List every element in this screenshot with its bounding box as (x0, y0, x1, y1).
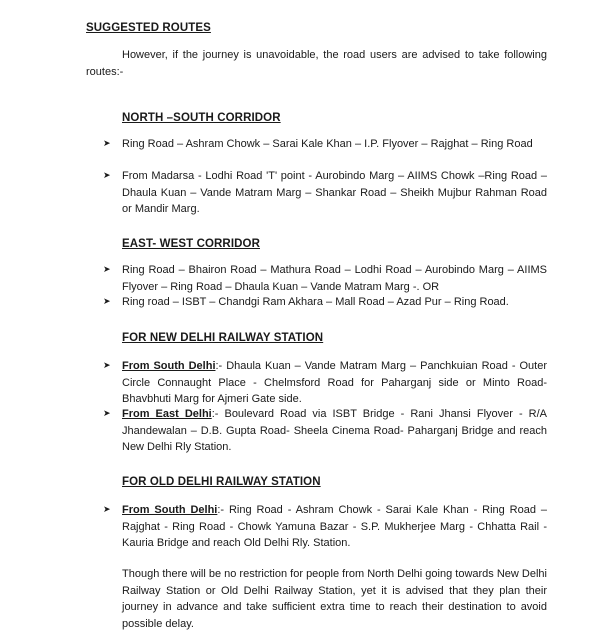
route-item (122, 502, 547, 552)
route-item (122, 136, 547, 153)
intro-paragraph: However, if the journey is unavoidable, the road users are advised to take following routes:- (86, 49, 547, 78)
bullet-icon: ➤ (103, 139, 111, 149)
route-lead: From East Delhi (122, 408, 212, 420)
route-item (122, 358, 547, 408)
route-text: :- Ring Road - Ashram Chowk - Sarai Kale Khan - Ring Road – Rajghat - Ring Road - Chowk Yamuna Bazar - S.P. Mukherjee Marg - Chhatta Rail - Kauria Bridge and reach Old Delhi Rly. Station. (122, 504, 547, 549)
route-text: Ring Road – Ashram Chowk – Sarai Kale Khan – I.P. Flyover – Rajghat – Ring Road (122, 138, 533, 150)
bullet-icon: ➤ (103, 171, 111, 181)
section-heading-old-delhi-station: FOR OLD DELHI RAILWAY STATION (122, 476, 321, 488)
section-heading-east-west: EAST- WEST CORRIDOR (122, 238, 260, 250)
bullet-icon: ➤ (103, 361, 111, 371)
page-title: SUGGESTED ROUTES (86, 22, 211, 34)
route-lead: From South Delhi (122, 360, 216, 372)
route-item (122, 168, 547, 218)
route-text: From Madarsa - Lodhi Road 'T' point - Aurobindo Marg – AIIMS Chowk –Ring Road – Dhaula Kuan – Vande Matram Marg – Shankar Road – Sheikh Mujbur Rahman Road or Mandir Marg. (122, 170, 547, 215)
bullet-icon: ➤ (103, 265, 111, 275)
bullet-icon: ➤ (103, 409, 111, 419)
route-item (122, 406, 547, 456)
closing-paragraph: Though there will be no restriction for people from North Delhi going towards New Delhi Railway Station or Old Delhi Railway Station, yet it is advised that they plan their journey in advance and take sufficient extra time to reach their destination to avoid possible delay. (122, 568, 547, 630)
route-item (122, 262, 547, 295)
section-heading-new-delhi-station: FOR NEW DELHI RAILWAY STATION (122, 332, 324, 344)
section-heading-north-south: NORTH –SOUTH CORRIDOR (122, 112, 281, 124)
route-text: Ring Road – Bhairon Road – Mathura Road – Lodhi Road – Aurobindo Marg – AIIMS Flyover – Ring Road – Dhaula Kuan – Vande Matram Marg -. OR (122, 264, 547, 293)
bullet-icon: ➤ (103, 297, 111, 307)
route-text: Ring road – ISBT – Chandgi Ram Akhara – Mall Road – Azad Pur – Ring Road. (122, 296, 509, 308)
route-text: :- Boulevard Road via ISBT Bridge - Rani Jhansi Flyover - R/A Jhandewalan – D.B. Gupta Road- Sheela Cinema Road- Paharganj Bridge and reach New Delhi Rly Station. (122, 408, 547, 453)
route-text: :- Dhaula Kuan – Vande Matram Marg – Panchkuian Road - Outer Circle Connaught Place - Chelmsford Road for Paharganj side or Minto Road- Bhavbhuti Marg for Ajmeri Gate side. (122, 360, 547, 405)
bullet-icon: ➤ (103, 505, 111, 515)
route-item (122, 294, 547, 311)
route-lead: From South Delhi (122, 504, 218, 516)
